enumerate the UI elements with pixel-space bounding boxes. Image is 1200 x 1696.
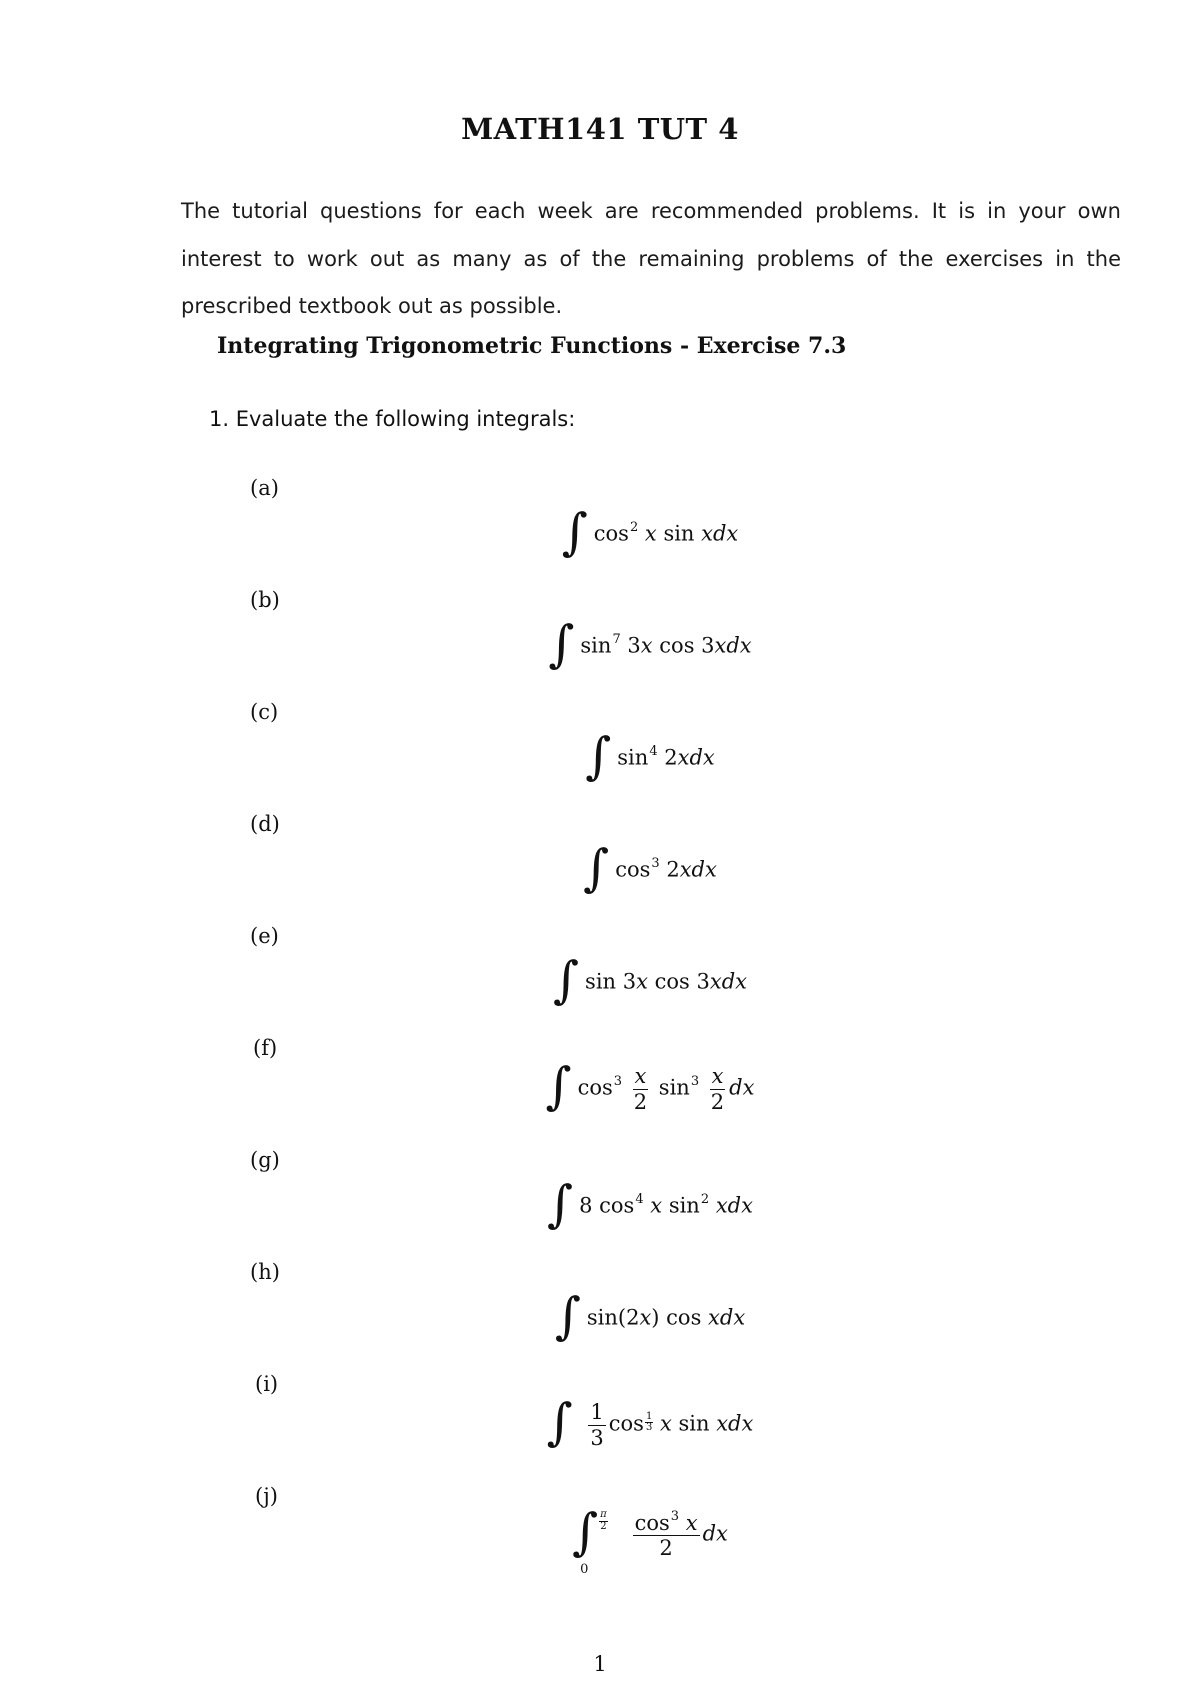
part-label-a: (a) (250, 476, 279, 500)
integral-sign-icon: ∫ (552, 951, 580, 1009)
part-label-d: (d) (250, 812, 280, 836)
integral-sign-icon: ∫ (561, 503, 588, 561)
integral-g: ∫ 8 $\cos^4 x$ $\sin^2$ xdx (547, 1175, 753, 1233)
integral-sign-icon: ∫ (583, 839, 610, 897)
part-label-b: (b) (250, 588, 280, 612)
part-label-e: (e) (250, 924, 279, 948)
integral-f: ∫ $\cos^3$ $\frac{x}{2}$ $\sin^3$ $\frac{x}{2}$ dx (545, 1057, 755, 1115)
integral-sign-icon: ∫ (545, 1057, 572, 1115)
part-label-g: (g) (250, 1148, 280, 1172)
integral-a: ∫ $\cos^2 x$ sin xdx (561, 503, 739, 561)
intro-paragraph: The tutorial questions for each week are recommended problems. It is in your own interest to work out as many as of the remaining problems of the exercises in the prescribed textbook out as possible. (181, 199, 1121, 318)
integral-e: ∫ sin 3x cos 3xdx (552, 951, 747, 1009)
integral-j: ∫ $\frac{\pi}{2}$ 0 $\frac{\cos^3 x}{2}$ dx (572, 1503, 728, 1578)
integral-c: ∫ $\sin^4 2xdx$ (585, 727, 715, 785)
question-1: 1. Evaluate the following integrals: (209, 407, 576, 431)
integral-h: ∫ sin(2x) cos xdx (554, 1287, 746, 1345)
part-label-j: (j) (255, 1484, 278, 1508)
integral-sign-icon: ∫ (546, 1393, 573, 1451)
integral-b: ∫ $\sin^7 3x$ cos 3xdx (548, 615, 752, 673)
integral-sign-icon: ∫ (572, 1503, 599, 1562)
part-label-f: (f) (253, 1036, 278, 1060)
document-title: MATH141 TUT 4 (461, 112, 739, 146)
integral-sign-icon: ∫ (554, 1287, 581, 1345)
part-label-i: (i) (255, 1372, 279, 1396)
section-heading: Integrating Trigonometric Functions - Exercise 7.3 (217, 333, 847, 359)
page-number: 1 (593, 1652, 607, 1676)
part-label-c: (c) (250, 700, 279, 724)
integral-d: ∫ $\cos^3 2xdx$ (583, 839, 717, 897)
integral-sign-icon: ∫ (548, 615, 575, 673)
integral-sign-icon: ∫ (585, 727, 612, 785)
integral-i: ∫ $\frac{1}{3}$ cos $\frac{1}{3}$ x sin xdx (546, 1393, 754, 1451)
integral-sign-icon: ∫ (547, 1175, 574, 1233)
part-label-h: (h) (250, 1260, 280, 1284)
